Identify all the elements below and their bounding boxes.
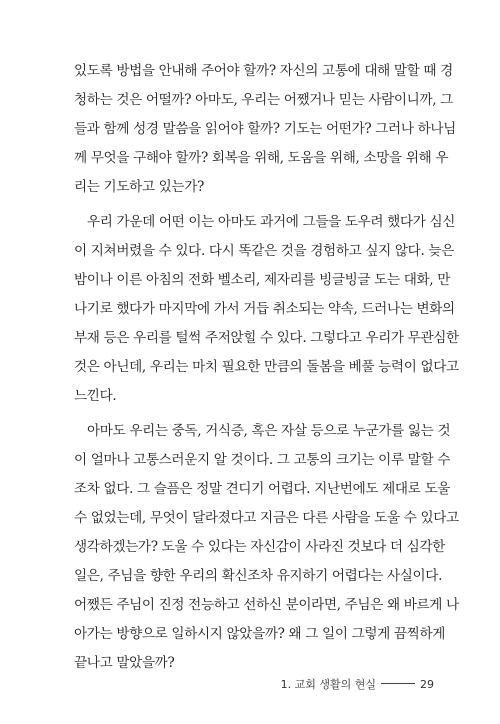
text-line: 청하는 것은 어떨까? 아마도, 우리는 어쨌거나 믿는 사람이니까, 그 [74, 92, 453, 108]
text-line: 우리 가운데 어떤 이는 아마도 과거에 그들을 도우려 했다가 심신 [87, 214, 456, 230]
text-line: 끝나고 말았을까? [74, 655, 175, 671]
chapter-title: 1. 교회 생활의 현실 [280, 678, 376, 691]
paragraph-1 [74, 57, 456, 202]
text-line: 일은, 주님을 향한 우리의 확신조차 유지하기 어렵다는 사실이다. [74, 568, 443, 584]
text-line: 느낀다. [74, 388, 117, 404]
text-line: 아마도 우리는 중독, 거식증, 혹은 자살 등으로 누군가를 잃는 것 [87, 423, 451, 439]
text-line: 부재 등은 우리를 털썩 주저앉힐 수 있다. 그렇다고 우리가 무관심한 [74, 330, 459, 346]
text-line: 이 얼마나 고통스러운지 알 것이다. 그 고통의 크기는 이루 말할 수 [74, 452, 451, 468]
text-line: 조차 없다. 그 슬픔은 정말 견디기 어렵다. 지난번에도 제대로 도울 [74, 481, 451, 497]
text-line: 나기로 했다가 마지막에 가서 거듭 취소되는 약속, 드러나는 변화의 [74, 301, 455, 317]
paragraph-2 [74, 208, 459, 411]
page-number: 29 [420, 678, 434, 691]
text-line: 들과 함께 성경 말씀을 읽어야 할까? 기도는 어떤가? 그러나 하나님 [74, 121, 456, 137]
running-footer [0, 676, 434, 692]
text-line: 것은 아닌데, 우리는 마치 필요한 만큼의 돌봄을 베풀 능력이 없다고 [74, 359, 459, 375]
text-line: 께 무엇을 구해야 할까? 회복을 위해, 도움을 위해, 소망을 위해 우 [74, 150, 449, 166]
text-line: 이 지쳐버렸을 수 있다. 다시 똑같은 것을 경험하고 싶지 않다. 늦은 [74, 243, 454, 259]
text-line: 밤이나 이른 아침의 전화 벨소리, 제자리를 빙글빙글 도는 대화, 만 [74, 272, 451, 288]
text-line: 어쨌든 주님이 진정 전능하고 선하신 분이라면, 주님은 왜 바르게 나 [74, 597, 459, 613]
footer-rule [381, 683, 415, 684]
body-text [74, 57, 459, 678]
text-line: 있도록 방법을 안내해 주어야 할까? 자신의 고통에 대해 말할 때 경 [74, 63, 453, 79]
text-line: 수 없었는데, 무엇이 달라졌다고 지금은 다른 사람을 도울 수 있다고 [74, 510, 459, 526]
text-line: 아가는 방향으로 일하시지 않았을까? 왜 그 일이 그렇게 끔찍하게 [74, 626, 446, 642]
text-line: 리는 기도하고 있는가? [74, 179, 204, 195]
paragraph-3 [74, 417, 459, 678]
text-line: 생각하겠는가? 도울 수 있다는 자신감이 사라진 것보다 더 심각한 [74, 539, 446, 555]
